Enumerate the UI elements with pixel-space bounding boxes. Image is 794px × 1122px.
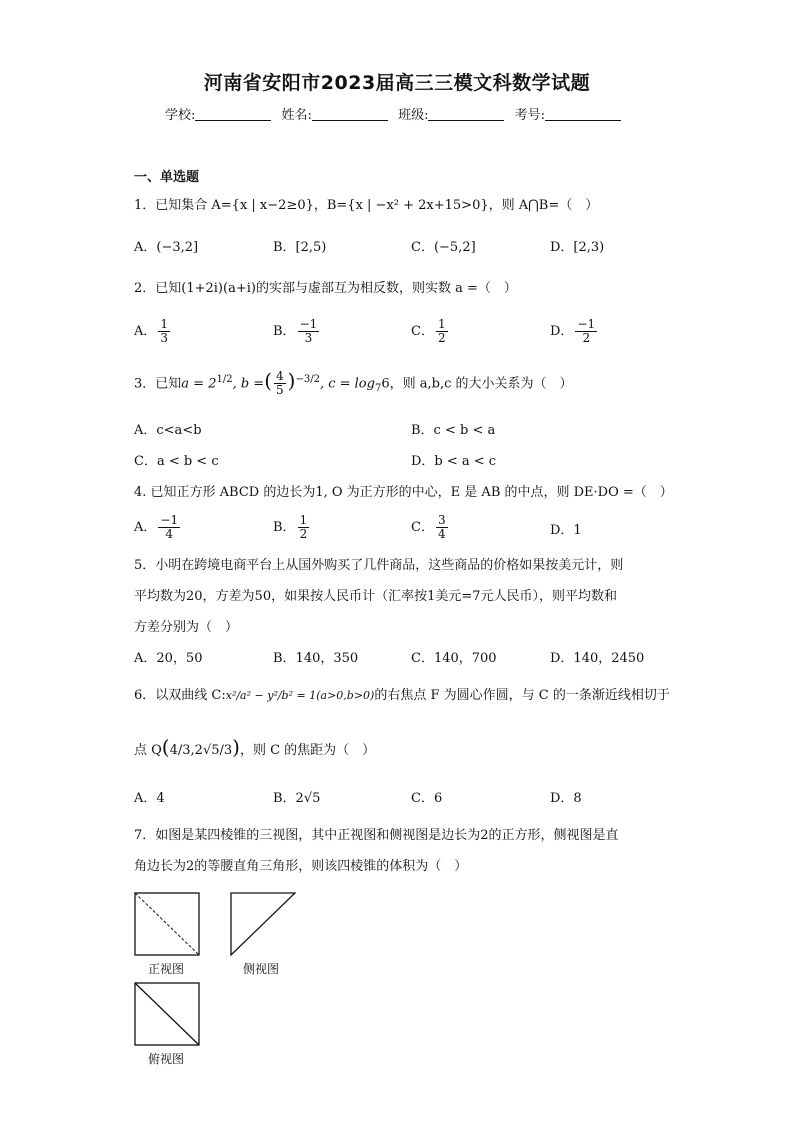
question-5-line-1: 5．小明在跨境电商平台上从国外购买了几件商品，这些商品的价格如果按美元计，则 xyxy=(134,558,624,573)
denominator: 2 xyxy=(582,331,591,345)
q2-option-d-frac xyxy=(575,318,597,345)
q4-option-b-label: B． xyxy=(273,520,296,535)
q3-option-a[interactable]: A．c<a<b xyxy=(134,423,202,438)
q6-option-c[interactable]: C．6 xyxy=(411,791,443,806)
q2-option-b-label: B． xyxy=(273,324,296,339)
q6-line-1-suffix: 的右焦点 F 为圆心作圆，与 C 的一条渐近线相切于 xyxy=(374,688,670,703)
student-info-row xyxy=(165,104,627,123)
numerator: 3 xyxy=(437,513,446,527)
question-2-stem: 2．已知(1+2i)(a+i)的实部与虚部互为相反数，则实数 a =（ ） xyxy=(134,281,517,296)
q2-option-d-label: D． xyxy=(550,324,574,339)
denominator: 5 xyxy=(276,383,284,398)
question-6-line-1 xyxy=(134,686,670,706)
q1-option-a[interactable]: A．(−3,2] xyxy=(134,240,199,255)
q2-option-c-label: C． xyxy=(411,324,434,339)
side-view-diagram xyxy=(230,892,296,956)
exam-number-label: 考号: xyxy=(514,108,545,123)
question-5-line-3: 方差分别为（ ） xyxy=(134,620,239,635)
q2-option-a[interactable] xyxy=(134,318,172,345)
q2-option-d[interactable] xyxy=(550,318,599,345)
question-3-stem: 3．已知$a = 2^{1/2}$, b =( $\frac{4}{5}$ )$^{-3/2}$, $c = \log_76$，则 a,b,c 的大小关系为（ ） xyxy=(134,368,573,398)
question-4-stem: 4. 已知正方形 ABCD 的边长为1, O 为正方形的中心，E 是 AB 的中点，则 DE·DO =（ ） xyxy=(134,485,673,500)
q3-a-expr: a = 2 xyxy=(181,376,217,392)
q2-option-b-frac xyxy=(298,318,320,345)
denominator: 2 xyxy=(299,527,308,541)
class-blank[interactable] xyxy=(428,108,504,121)
q6-option-b[interactable]: B．2√5 xyxy=(273,791,321,806)
class-label: 班级: xyxy=(398,108,429,123)
q3-a-exponent: 1/2 xyxy=(216,374,233,385)
q5-option-c[interactable]: C．140，700 xyxy=(411,651,497,666)
q4-option-a[interactable] xyxy=(134,514,182,541)
front-view-diagram xyxy=(134,892,200,956)
numerator: 1 xyxy=(299,513,308,527)
numerator: −1 xyxy=(577,317,596,331)
denominator: 2 xyxy=(437,331,446,345)
q3-b-frac xyxy=(274,370,286,397)
q4-option-a-label: A． xyxy=(134,520,157,535)
q4-option-a-frac xyxy=(158,514,180,541)
q2-option-c[interactable] xyxy=(411,318,450,345)
page-title: 河南省安阳市2023届高三三模文科数学试题 xyxy=(203,72,591,94)
q6-option-d[interactable]: D．8 xyxy=(550,791,582,806)
q2-option-c-frac xyxy=(436,318,448,345)
q3-option-b[interactable]: B．c < b < a xyxy=(411,423,496,438)
q3-prefix: 3．已知 xyxy=(134,376,182,392)
question-1-stem: 1．已知集合 A={x | x−2≥0}，B={x | −x² + 2x+15>0}，则 A⋂B=（ ） xyxy=(134,198,599,213)
side-view-label: 侧视图 xyxy=(243,962,280,976)
q4-option-b[interactable] xyxy=(273,514,311,541)
q3-log-arg: 6 xyxy=(381,376,390,392)
name-blank[interactable] xyxy=(312,108,388,121)
q6-hyperbola-equation: x²/a² − y²/b² = 1(a>0,b>0) xyxy=(225,689,375,702)
q5-option-a[interactable]: A．20，50 xyxy=(134,651,203,666)
q2-option-a-label: A． xyxy=(134,324,157,339)
top-view-diagram xyxy=(134,982,200,1046)
question-7-line-1: 7．如图是某四棱锥的三视图，其中正视图和侧视图是边长为2的正方形，侧视图是直 xyxy=(134,828,619,843)
q4-option-c[interactable] xyxy=(411,514,450,541)
q3-c-expr: , c = log xyxy=(319,376,375,392)
q5-option-d[interactable]: D．140，2450 xyxy=(550,651,645,666)
q6-line-2-suffix: ，则 C 的焦距为（ ） xyxy=(239,743,376,758)
name-label: 姓名: xyxy=(281,108,312,123)
q1-option-b[interactable]: B．[2,5) xyxy=(273,240,327,255)
q4-option-b-frac xyxy=(298,514,310,541)
q3-log-base: 7 xyxy=(374,382,382,394)
q4-option-c-label: C． xyxy=(411,520,434,535)
q1-option-c[interactable]: C．(−5,2] xyxy=(411,240,476,255)
school-blank[interactable] xyxy=(195,108,271,121)
q2-option-b[interactable] xyxy=(273,318,321,345)
question-5-line-2: 平均数为20，方差为50，如果按人民币计（汇率按1美元=7元人民币），则平均数和 xyxy=(134,589,618,604)
q2-option-a-frac xyxy=(158,318,170,345)
q4-option-c-frac xyxy=(436,514,448,541)
q3-suffix: ，则 a,b,c 的大小关系为（ ） xyxy=(389,376,573,392)
numerator: 4 xyxy=(276,369,284,384)
q3-option-c[interactable]: C．a < b < c xyxy=(134,454,219,469)
q4-option-d[interactable]: D．1 xyxy=(550,523,582,538)
exam-number-blank[interactable] xyxy=(545,108,621,121)
numerator: −1 xyxy=(299,317,318,331)
numerator: 1 xyxy=(160,317,169,331)
denominator: 4 xyxy=(437,527,446,541)
q6-prefix: 6．以双曲线 C: xyxy=(134,688,226,703)
question-6-line-2: 点 Q(4/3,2√5/3)，则 C 的焦距为（ ） xyxy=(134,735,376,759)
front-view-label: 正视图 xyxy=(148,962,185,976)
numerator: 1 xyxy=(437,317,446,331)
question-7-line-2: 角边长为2的等腰直角三角形，则该四棱锥的体积为（ ） xyxy=(134,859,468,874)
numerator: −1 xyxy=(160,513,179,527)
q3-b-expr: , b = xyxy=(232,376,265,392)
q6-point-label: 点 Q xyxy=(134,743,162,758)
q6-point-x: 4/3 xyxy=(169,743,191,758)
q5-option-b[interactable]: B．140，350 xyxy=(273,651,359,666)
section-heading: 一、单选题 xyxy=(134,170,200,185)
top-view-label: 俯视图 xyxy=(148,1052,185,1066)
q6-option-a[interactable]: A．4 xyxy=(134,791,165,806)
q3-option-d[interactable]: D．b < a < c xyxy=(411,454,497,469)
denominator: 4 xyxy=(165,527,174,541)
denominator: 3 xyxy=(304,331,313,345)
q1-option-d[interactable]: D．[2,3) xyxy=(550,240,605,255)
denominator: 3 xyxy=(160,331,169,345)
q6-point-y: 2√5/3 xyxy=(194,743,233,758)
q3-b-exponent: −3/2 xyxy=(295,374,320,385)
school-label: 学校: xyxy=(165,108,196,123)
